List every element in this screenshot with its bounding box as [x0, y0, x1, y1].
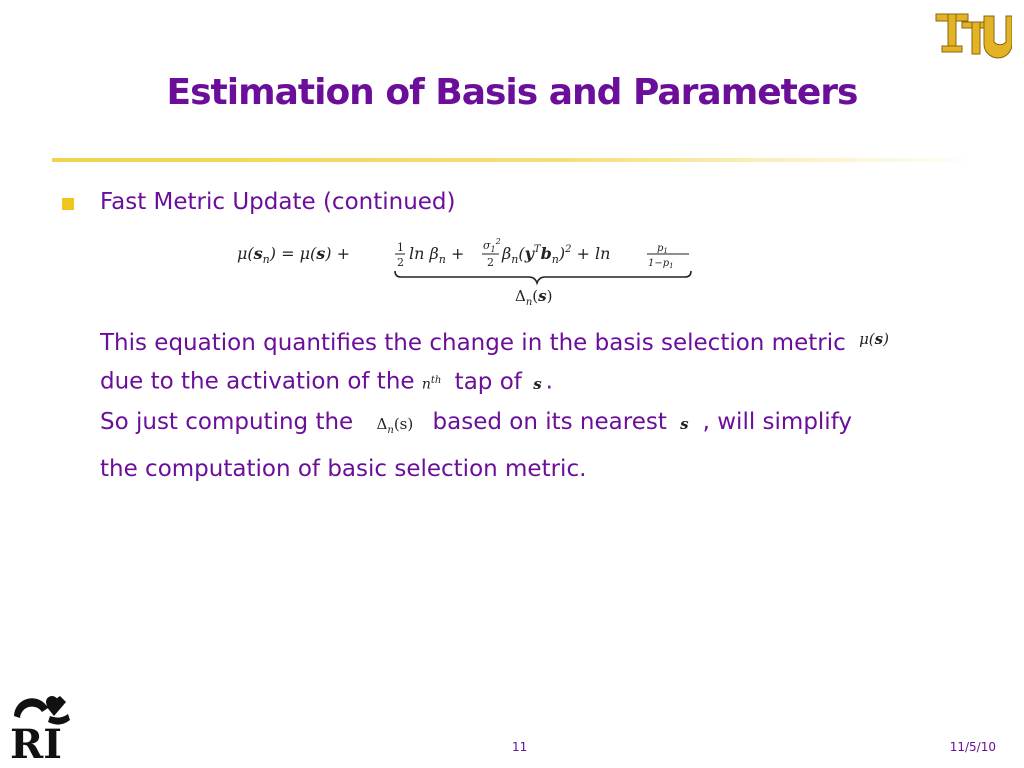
para2-text-2: based on its nearest: [432, 409, 667, 435]
underbrace: [395, 271, 691, 283]
para2-text-4: the computation of basic selection metric.: [100, 456, 587, 482]
eq-sigma: $\sigma_1^2$: [483, 237, 501, 254]
math-mu-s: μ(s): [859, 330, 889, 348]
para1-text-3: tap of: [454, 368, 522, 395]
eq-frac-3-num: $p_1$: [657, 243, 668, 255]
eq-frac-1-num: 1: [397, 241, 404, 254]
equation-mu-update: [237, 233, 707, 313]
para2-text-1: So just computing the: [100, 409, 354, 435]
eq-frac-3-den: $1-p_1$: [648, 258, 674, 270]
bullet-text: Fast Metric Update (continued): [100, 189, 456, 215]
para1-text-2: due to the activation of the: [100, 368, 415, 395]
page-number: 11: [512, 740, 528, 754]
math-delta-n-s: $\Delta_n(s)$: [376, 415, 414, 436]
ri-logo-text: RI: [10, 721, 62, 762]
eq-lhs-text: $\mu(s_n) = \mu(s)$ +: [237, 244, 350, 266]
paragraph-computation-note: [100, 403, 980, 488]
para1-text-4: .: [545, 368, 553, 395]
para1-text-1: This equation quantifies the change in the basis selection metric: [100, 330, 846, 356]
math-s-nearest: s: [680, 415, 689, 433]
eq-frac-1-den: 2: [397, 256, 404, 269]
eq-term1: $\ln \beta_n$ +: [409, 244, 465, 266]
bullet-marker: [62, 198, 74, 210]
ttu-logo: [932, 10, 1012, 62]
slide-title: Estimation of Basis and Parameters: [166, 72, 858, 113]
eq-brace-label: $\Delta_n(s)$: [515, 287, 553, 308]
eq-term2: $\beta_n(y^Tb_n)^2 + \ln$: [502, 244, 611, 266]
paragraph-equation-explanation: [100, 320, 980, 404]
para2-text-3: , will simplify: [702, 409, 853, 435]
math-s-vector: s: [533, 374, 542, 393]
slide-date: 11/5/10: [949, 740, 996, 754]
math-n-th: $n^{th}$: [421, 375, 442, 393]
eq-frac-2-den: 2: [487, 256, 494, 269]
title-underline: [52, 158, 980, 162]
ri-logo: [6, 688, 76, 762]
